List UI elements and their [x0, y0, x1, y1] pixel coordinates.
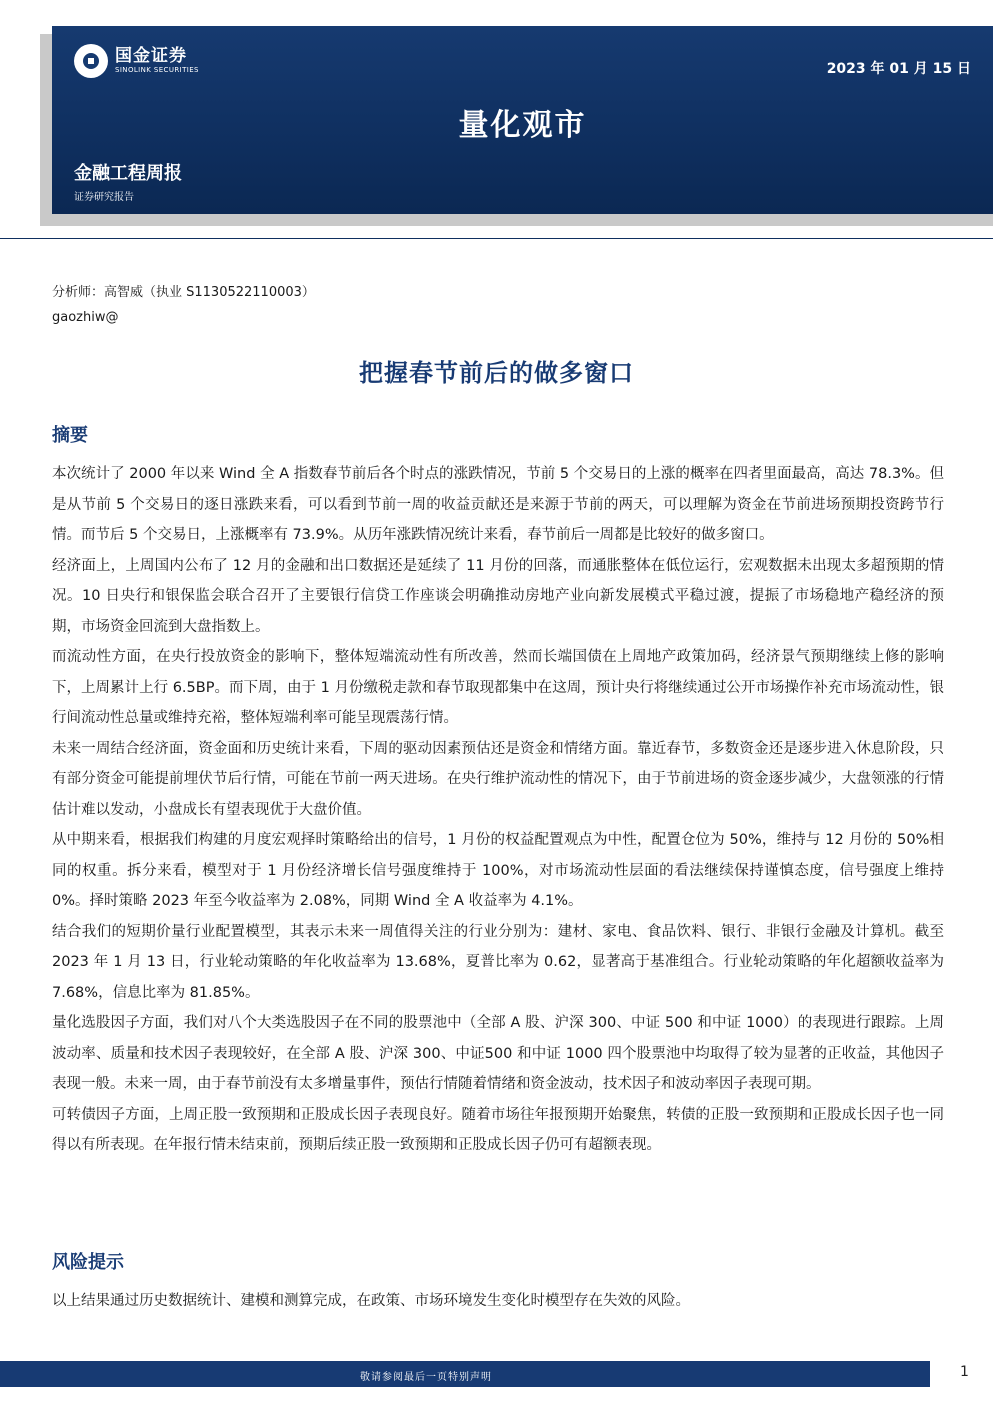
summary-paragraph: 从中期来看，根据我们构建的月度宏观择时策略给出的信号，1 月份的权益配置观点为中性，配置仓位为 50%，维持与 12 月份的 50%相同的权重。拆分来看，模型对于 1 月份经济增长信号强度维持于 100%，对市场流动性层面的看法继续保持谨慎态度，信号强度上维持 0%。择时策略 2023 年至今收益率为 2.08%，同期 Wind 全 A 收益率为 4.1%。 — [52, 832, 944, 909]
report-title: 量化观市 — [458, 108, 587, 143]
report-series: 金融工程周报 — [74, 163, 182, 184]
analyst-line: 分析师：高智威（执业 S1130522110003） — [52, 285, 315, 300]
report-header-band — [52, 26, 993, 214]
logo-mark-icon — [74, 44, 108, 78]
summary-paragraph: 可转债因子方面，上周正股一致预期和正股成长因子表现良好。随着市场往年报预期开始聚焦，转债的正股一致预期和正股成长因子也一同得以有所表现。在年报行情未结束前，预期后续正股一致预期和正股成长因子仍可有超额表现。 — [52, 1106, 944, 1153]
summary-paragraph: 经济面上，上周国内公布了 12 月的金融和出口数据还是延续了 11 月份的回落，而通胀整体在低位运行，宏观数据未出现太多超预期的情况。10 日央行和银保监会联合召开了主要银行信贷工作座谈会明确推动房地产业向新发展模式平稳过渡，提振了市场稳地产稳经济的预期，市场资金回流到大盘指数上。 — [52, 557, 944, 635]
summary-paragraph: 结合我们的短期价量行业配置模型，其表示未来一周值得关注的行业分别为：建材、家电、食品饮料、银行、非银行金融及计算机。截至 2023 年 1 月 13 日，行业轮动策略的年化收益率为 13.68%，夏普比率为 0.62，显著高于基准组合。行业轮动策略的年化超额收益率为 7.68%，信息比率为 81.85%。 — [52, 923, 944, 1001]
summary-body — [52, 459, 944, 1161]
header-divider — [0, 238, 993, 239]
summary-heading: 摘要 — [52, 425, 88, 446]
summary-paragraph: 未来一周结合经济面，资金面和历史统计来看，下周的驱动因素预估还是资金和情绪方面。靠近春节，多数资金还是逐步进入休息阶段，只有部分资金可能提前埋伏节后行情，可能在节前一两天进场。在央行维护流动性的情况下，由于节前进场的资金逐步减少，大盘领涨的行情估计难以发动，小盘成长有望表现优于大盘价值。 — [52, 740, 944, 818]
summary-paragraph: 而流动性方面，在央行投放资金的影响下，整体短端流动性有所改善，然而长端国债在上周地产政策加码，经济景气预期继续上修的影响下，上周累计上行 6.5BP。而下周，由于 1 月份缴税走款和春节取现都集中在这周，预计央行将继续通过公开市场操作补充市场流动性，银行间流动性总量或维持充裕，整体短端利率可能呈现震荡行情。 — [52, 649, 944, 726]
risk-heading: 风险提示 — [52, 1252, 124, 1273]
summary-paragraph: 本次统计了 2000 年以来 Wind 全 A 指数春节前后各个时点的涨跌情况，节前 5 个交易日的上涨的概率在四者里面最高，高达 78.3%。但是从节前 5 个交易日的逐日涨跌来看，可以看到节前一周的收益贡献还是来源于节前的两天，可以理解为资金在节前进场预期投资跨节行情。而节后 5 个交易日，上涨概率有 73.9%。从历年涨跌情况统计来看，春节前后一周都是比较好的做多窗口。 — [52, 466, 944, 543]
risk-text: 以上结果通过历史数据统计、建模和测算完成，在政策、市场环境发生变化时模型存在失效的风险。 — [52, 1293, 690, 1309]
report-type: 证券研究报告 — [74, 192, 134, 203]
footer-disclaimer-note: 敬请参阅最后一页特别声明 — [360, 1372, 492, 1383]
logo-name-en: SINOLINK SECURITIES — [115, 66, 199, 74]
report-date: 2023 年 01 月 15 日 — [826, 61, 971, 77]
summary-paragraph: 量化选股因子方面，我们对八个大类选股因子在不同的股票池中（全部 A 股、沪深 300、中证 500 和中证 1000）的表现进行跟踪。上周波动率、质量和技术因子表现较好，在全部 A 股、沪深 300、中证500 和中证 1000 四个股票池中均取得了较为显著的正收益，其他因子表现一般。未来一周，由于春节前没有太多增量事件，预估行情随着情绪和资金波动，技术因子和波动率因子表现可期。 — [52, 1015, 944, 1092]
page-number: 1 — [960, 1364, 969, 1380]
document-title: 把握春节前后的做多窗口 — [359, 359, 634, 387]
company-logo — [74, 44, 199, 78]
logo-name-cn: 国金证券 — [115, 46, 187, 66]
analyst-email: gaozhiw@ — [52, 310, 119, 325]
